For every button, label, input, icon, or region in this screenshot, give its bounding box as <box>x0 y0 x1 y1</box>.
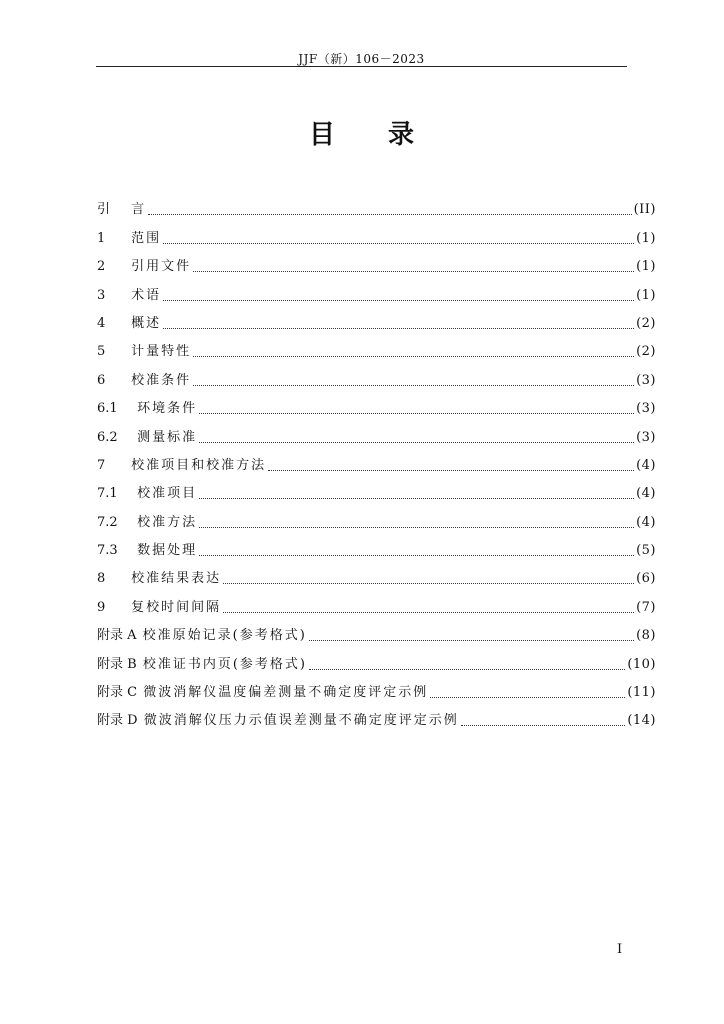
toc-entry-title: 校准证书内页(参考格式) <box>142 656 307 672</box>
toc-entry-label <box>97 288 161 304</box>
toc-dot-leader <box>199 527 634 528</box>
toc-entry[interactable] <box>97 275 656 303</box>
toc-entry-label <box>97 543 197 559</box>
toc-entry-number: 7.3 <box>97 543 118 559</box>
toc-entry-label <box>97 515 197 531</box>
toc-entry-title: 校准项目 <box>137 486 198 502</box>
header-rule <box>96 66 627 67</box>
toc-entry-title: 数据处理 <box>137 543 198 559</box>
toc-entry-number: 附录 B <box>97 656 137 672</box>
running-header: JJF（新）106－2023 <box>298 52 425 66</box>
toc-entry[interactable] <box>97 446 656 474</box>
toc-dot-leader <box>309 640 634 641</box>
toc-entry-page: (2) <box>636 315 656 331</box>
toc-entry-title: 校准原始记录(参考格式) <box>142 628 307 644</box>
toc-entry-title: 复校时间间隔 <box>131 599 222 615</box>
toc-entry-title: 校准方法 <box>137 514 198 530</box>
toc-entry-title: 校准条件 <box>131 372 192 388</box>
toc-entry-page: (5) <box>636 543 656 559</box>
toc-dot-leader <box>193 356 634 357</box>
toc-entry-title: 校准结果表达 <box>131 571 222 587</box>
toc-entry-title: 校准项目和校准方法 <box>131 457 267 473</box>
toc-entry[interactable] <box>97 332 656 360</box>
toc-entry-title: 微波消解仪压力示值误差测量不确定度评定示例 <box>143 713 459 729</box>
toc-dot-leader <box>430 697 625 698</box>
toc-dot-leader <box>199 555 634 556</box>
toc-entry[interactable] <box>97 559 656 587</box>
toc-entry[interactable] <box>97 360 656 388</box>
toc-dot-leader <box>193 385 634 386</box>
toc-entry-page: (1) <box>636 259 656 275</box>
toc-entry[interactable] <box>97 389 656 417</box>
toc-entry-page: (4) <box>636 457 656 473</box>
toc-entry-label <box>97 685 428 701</box>
toc-dot-leader <box>199 413 634 414</box>
toc-dot-leader <box>199 498 634 499</box>
toc-entry-title: 概述 <box>131 315 162 331</box>
toc-dot-leader <box>163 300 634 301</box>
toc-entry-page: (1) <box>636 230 656 246</box>
toc-entry-number: 7 <box>97 457 106 473</box>
toc-entry-page: (4) <box>636 514 656 530</box>
toc-entry[interactable] <box>97 474 656 502</box>
toc-entry-number: 9 <box>97 599 106 615</box>
toc-entry-page: (7) <box>636 599 656 615</box>
toc-dot-leader <box>163 328 634 329</box>
toc-entry-number: 附录 D <box>97 713 138 729</box>
toc-dot-leader <box>193 271 634 272</box>
page-number: I <box>617 942 623 957</box>
toc-entry-page: (11) <box>627 685 656 701</box>
toc-dot-leader <box>223 612 634 613</box>
toc-entry-title: 言 <box>131 202 147 218</box>
toc-entry[interactable] <box>97 587 656 615</box>
toc-entry-label <box>97 657 307 673</box>
toc-dot-leader <box>199 442 634 443</box>
toc-entry-label <box>97 231 161 247</box>
toc-entry-page: (4) <box>636 486 656 502</box>
toc-entry-label <box>97 373 191 389</box>
toc-dot-leader <box>163 243 634 244</box>
toc-entry-label <box>97 202 146 218</box>
toc-entry-page: (14) <box>627 713 656 729</box>
toc-entry-number: 7.1 <box>97 486 118 502</box>
toc-entry[interactable] <box>97 417 656 445</box>
toc-dot-leader <box>461 725 626 726</box>
toc-entry-title: 引用文件 <box>131 259 192 275</box>
toc-entry[interactable] <box>97 218 656 246</box>
toc-dot-leader <box>148 214 631 215</box>
toc-entry-title: 计量特性 <box>131 344 192 360</box>
toc-entry[interactable] <box>97 616 656 644</box>
toc-entry[interactable] <box>97 531 656 559</box>
toc-entry-title: 环境条件 <box>137 401 198 417</box>
toc-entry-page: (3) <box>636 429 656 445</box>
toc-entry-title: 范围 <box>131 230 162 246</box>
toc-entry-page: (8) <box>636 628 656 644</box>
toc-entry-number: 附录 C <box>97 685 138 701</box>
toc-entry-number: 8 <box>97 571 106 587</box>
toc-dot-leader <box>309 669 625 670</box>
table-of-contents <box>97 190 656 729</box>
toc-entry-number: 6.1 <box>97 401 118 417</box>
toc-entry-number: 附录 A <box>97 628 137 644</box>
toc-entry-label <box>97 316 161 332</box>
toc-entry-number: 4 <box>97 315 106 331</box>
toc-entry-number: 引 <box>97 202 111 218</box>
toc-entry-number: 6 <box>97 372 106 388</box>
toc-entry-page: (2) <box>636 344 656 360</box>
toc-entry[interactable] <box>97 304 656 332</box>
toc-entry[interactable] <box>97 644 656 672</box>
toc-entry-title: 测量标准 <box>137 429 198 445</box>
toc-entry-page: (1) <box>636 287 656 303</box>
toc-entry[interactable] <box>97 247 656 275</box>
toc-entry-label <box>97 458 266 474</box>
toc-entry-label <box>97 430 197 446</box>
toc-entry-title: 微波消解仪温度偏差测量不确定度评定示例 <box>143 685 429 701</box>
toc-dot-leader <box>268 470 634 471</box>
toc-entry[interactable] <box>97 701 656 729</box>
toc-dot-leader <box>223 583 634 584</box>
toc-entry[interactable] <box>97 673 656 701</box>
page-title: 目 录 <box>308 120 437 150</box>
toc-entry[interactable] <box>97 190 656 218</box>
toc-entry-number: 5 <box>97 344 106 360</box>
toc-entry-label <box>97 600 221 616</box>
toc-entry-label <box>97 401 197 417</box>
toc-entry[interactable] <box>97 502 656 530</box>
toc-entry-number: 2 <box>97 259 106 275</box>
toc-entry-page: (3) <box>636 372 656 388</box>
toc-entry-page: (3) <box>636 401 656 417</box>
toc-entry-page: (10) <box>627 656 656 672</box>
toc-entry-title: 术语 <box>131 287 162 303</box>
toc-entry-label <box>97 344 191 360</box>
toc-entry-label <box>97 628 307 644</box>
toc-entry-page: (II) <box>633 202 656 218</box>
toc-entry-label <box>97 571 221 587</box>
toc-entry-label <box>97 486 197 502</box>
toc-entry-number: 1 <box>97 230 106 246</box>
toc-entry-number: 7.2 <box>97 514 118 530</box>
toc-entry-number: 3 <box>97 287 106 303</box>
toc-entry-number: 6.2 <box>97 429 118 445</box>
toc-entry-page: (6) <box>636 571 656 587</box>
toc-entry-label <box>97 713 459 729</box>
toc-entry-label <box>97 259 191 275</box>
